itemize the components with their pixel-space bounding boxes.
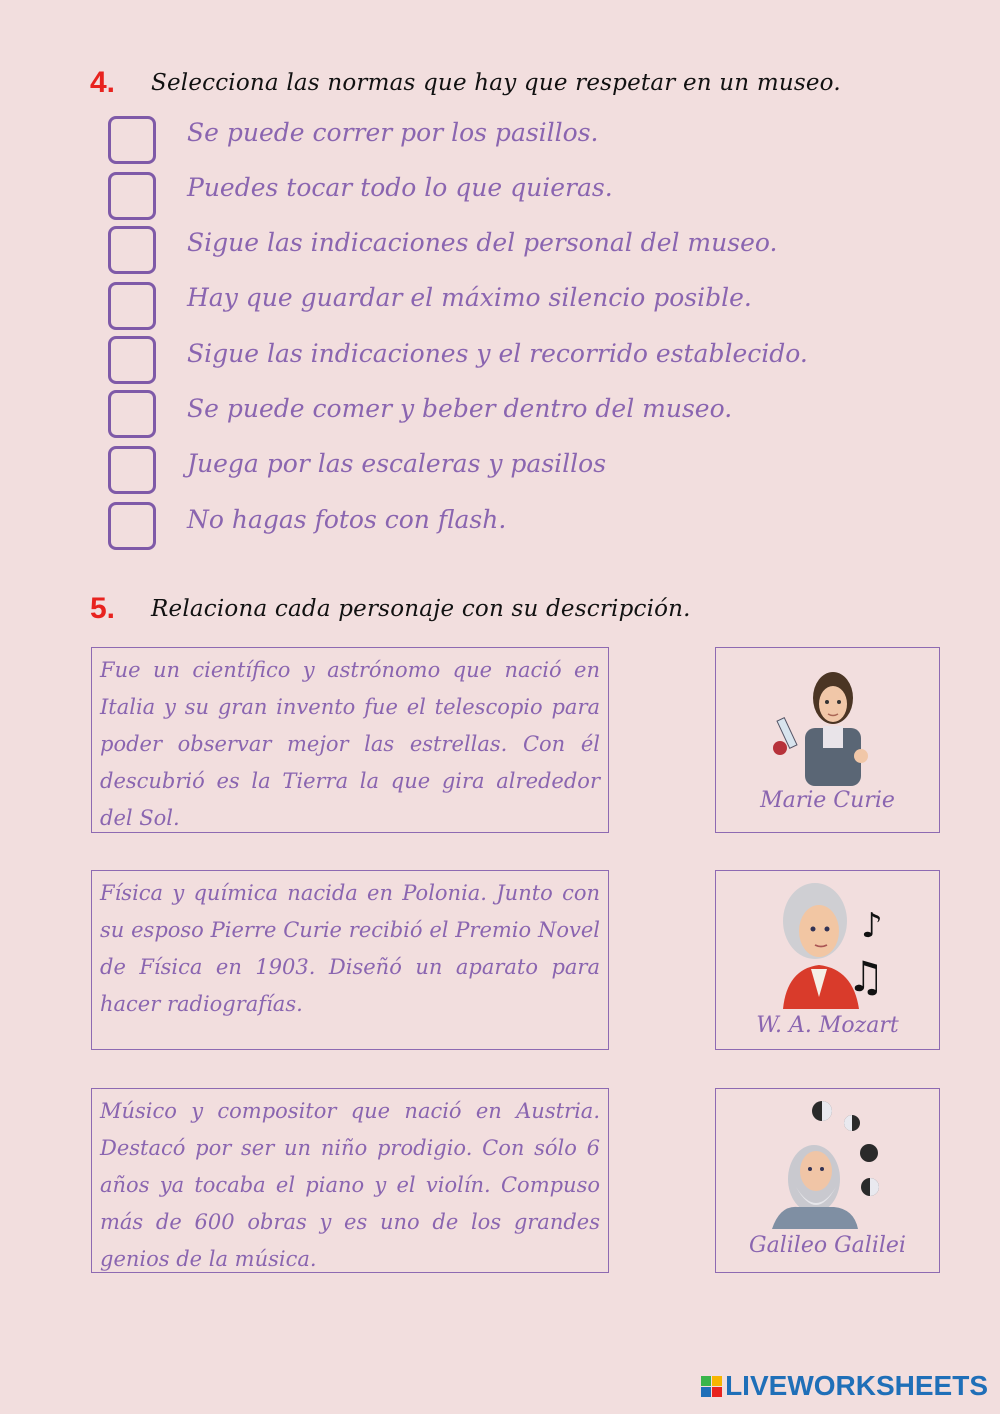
description-box-1[interactable]: Fue un científico y astrónomo que nació en Italia y su gran invento fue el telescopio para poder observar mejor las estrellas. Con él descubrió es la Tierra la que gira alrededor del Sol.: [91, 647, 609, 833]
description-box-2[interactable]: Física y química nacida en Polonia. Junto con su esposo Pierre Curie recibió el Premio Novel de Física en 1903. Diseñó un aparato para hacer radiografías.: [91, 870, 609, 1050]
option-3: Sigue las indicaciones del personal del museo.: [187, 228, 778, 257]
question-5-number: 5.: [90, 592, 116, 625]
question-5-prompt: Relaciona cada personaje con su descripción.: [151, 596, 691, 622]
option-7: Juega por las escaleras y pasillos: [187, 449, 607, 478]
character-box-marie-curie[interactable]: [715, 647, 940, 833]
option-4: Hay que guardar el máximo silencio posible.: [187, 283, 752, 312]
description-box-3[interactable]: Músico y compositor que nació en Austria. Destacó por ser un niño prodigio. Con sólo 6 años ya tocaba el piano y el violín. Compuso más de 600 obras y es uno de los grandes genios de la música.: [91, 1088, 609, 1273]
mozart-illustration: [761, 877, 896, 1009]
character-name-galileo: Galileo Galilei: [749, 1233, 906, 1258]
checkbox-4[interactable]: [108, 282, 156, 330]
liveworksheets-brand: LIVEWORKSHEETS: [725, 1370, 988, 1401]
checkbox-5[interactable]: [108, 336, 156, 384]
checkbox-2[interactable]: [108, 172, 156, 220]
character-box-mozart[interactable]: [715, 870, 940, 1050]
character-box-galileo[interactable]: [715, 1088, 940, 1273]
character-name-mozart: W. A. Mozart: [756, 1013, 899, 1038]
question-4-number: 4.: [90, 66, 116, 99]
option-6: Se puede comer y beber dentro del museo.: [187, 394, 733, 423]
option-5: Sigue las indicaciones y el recorrido establecido.: [187, 339, 808, 368]
option-2: Puedes tocar todo lo que quieras.: [187, 173, 613, 202]
option-8: No hagas fotos con flash.: [187, 505, 507, 534]
checkbox-8[interactable]: [108, 502, 156, 550]
liveworksheets-logo: [701, 1370, 988, 1402]
liveworksheets-logo-icon: [701, 1376, 722, 1397]
galileo-illustration: [766, 1095, 896, 1229]
svg-text:♪: ♪: [861, 906, 883, 946]
checkbox-3[interactable]: [108, 226, 156, 274]
marie-curie-illustration: [761, 656, 896, 786]
question-4-prompt: Selecciona las normas que hay que respetar en un museo.: [151, 70, 841, 96]
checkbox-7[interactable]: [108, 446, 156, 494]
svg-text:♫: ♫: [847, 952, 885, 1001]
checkbox-6[interactable]: [108, 390, 156, 438]
option-1: Se puede correr por los pasillos.: [187, 118, 599, 147]
character-name-marie-curie: Marie Curie: [760, 788, 895, 813]
checkbox-1[interactable]: [108, 116, 156, 164]
